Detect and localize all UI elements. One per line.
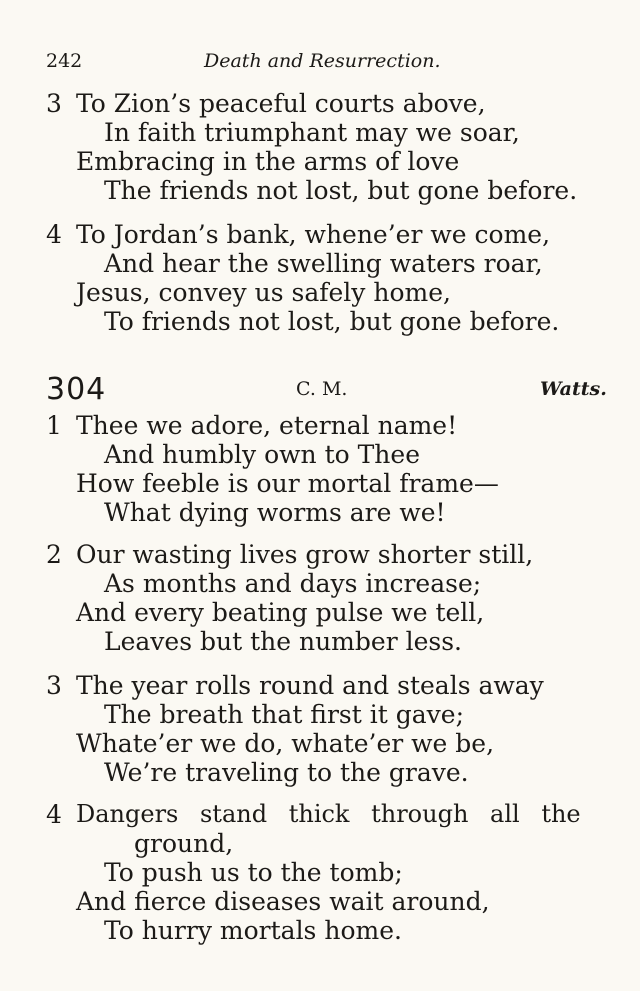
verse-number: 4 [46,800,62,829]
hymn-number: 304 [46,372,107,407]
hymn-meter: C. M. [296,378,348,400]
verse-line: Leaves but the number less. [104,627,462,656]
page-number: 242 [46,50,83,72]
verse-line: The breath that first it gave; [104,700,464,729]
verse-line: To Jordan’s bank, whene’er we come, [76,220,551,249]
page-header [0,50,640,80]
verse-line: Dangers stand thick through all the [76,800,581,828]
hymn-header [0,372,640,406]
verse-line: To Zion’s peaceful courts above, [76,89,486,118]
verse-line: ground, [134,829,234,858]
verse-line: To hurry mortals home. [104,916,402,945]
verse-line: To friends not lost, but gone before. [104,307,560,336]
verse-line: As months and days increase; [104,569,482,598]
verse-line: And humbly own to Thee [104,440,420,469]
verse-number: 1 [46,411,62,440]
verse-number: 3 [46,89,62,118]
verse-number: 3 [46,671,62,700]
verse-number: 4 [46,220,62,249]
verse-line: How feeble is our mortal frame— [76,469,499,498]
verse-line: And fierce diseases wait around, [76,887,490,916]
running-title: Death and Resurrection. [204,50,441,72]
hymn-author: Watts. [540,378,607,400]
verse-line: The year rolls round and steals away [76,671,544,700]
verse-line: And hear the swelling waters roar, [104,249,543,278]
verse-line: What dying worms are we! [104,498,446,527]
verse-line: Embracing in the arms of love [76,147,460,176]
verse-line: And every beating pulse we tell, [76,598,485,627]
verse-line: Thee we adore, eternal name! [76,411,458,440]
verse-line: Jesus, convey us safely home, [76,278,451,307]
verse-line: In faith triumphant may we soar, [104,118,520,147]
verse-line: We’re traveling to the grave. [104,758,469,787]
verse-line: Whate’er we do, whate’er we be, [76,729,495,758]
verse-line: To push us to the tomb; [104,858,403,887]
verse-number: 2 [46,540,62,569]
verse-line: The friends not lost, but gone before. [104,176,578,205]
verse-line: Our wasting lives grow shorter still, [76,540,534,569]
